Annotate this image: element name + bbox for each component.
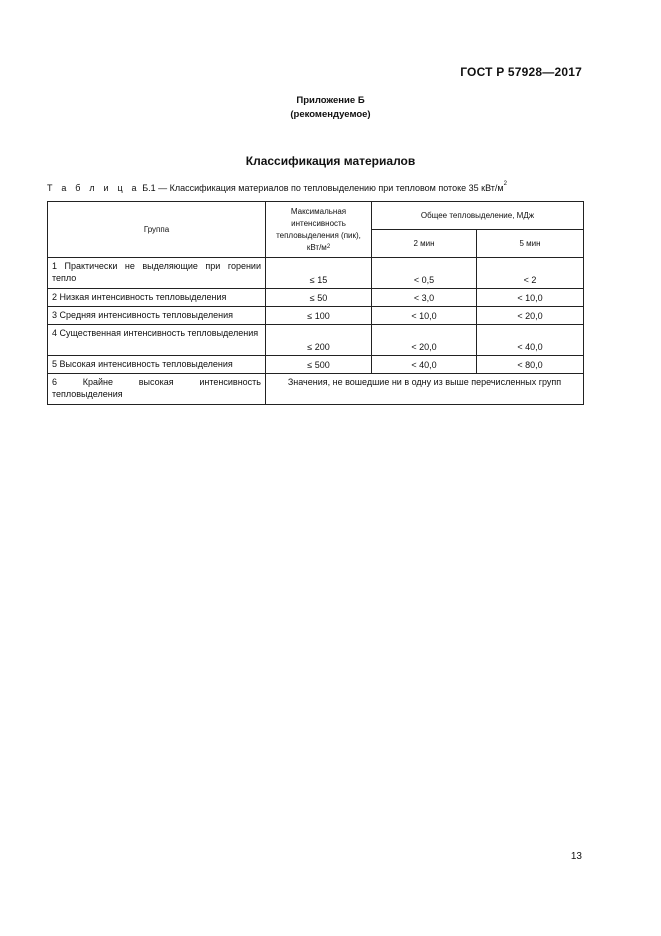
table-row: [48, 289, 584, 307]
table-caption: [47, 183, 507, 193]
row-peak: ≤ 200: [266, 325, 372, 356]
row-group: 2 Низкая интенсивность тепловыделения: [48, 289, 266, 307]
row-5min: < 2: [477, 258, 584, 289]
row-peak: ≤ 15: [266, 258, 372, 289]
page-number: 13: [570, 851, 582, 862]
row-peak: ≤ 100: [266, 307, 372, 325]
header-group: Группа: [48, 202, 266, 258]
row-group: 6 Крайне высокая интенсивность тепловыделения: [48, 374, 266, 405]
appendix-heading: [0, 94, 661, 122]
row-note: Значения, не вошедшие ни в одну из выше перечисленных групп: [266, 374, 584, 405]
table-row: [48, 258, 584, 289]
row-2min: < 10,0: [372, 307, 477, 325]
table-row: [48, 325, 584, 356]
header-5min: 5 мин: [477, 230, 584, 258]
header-peak-sup: 2: [326, 243, 331, 250]
row-peak: ≤ 50: [266, 289, 372, 307]
header-peak-label: Максимальная интенсивность тепловыделения (пик), кВт/м: [276, 206, 361, 252]
table-row: [48, 356, 584, 374]
row-group: 1 Практически не выделяющие при горении тепло: [48, 258, 266, 289]
table-header-row: [48, 202, 584, 230]
row-group: 3 Средняя интенсивность тепловыделения: [48, 307, 266, 325]
header-peak: [266, 202, 372, 258]
table-caption-label: Т а б л и ц а: [47, 183, 140, 193]
row-group: 4 Существенная интенсивность тепловыделения: [48, 325, 266, 356]
row-5min: < 20,0: [477, 307, 584, 325]
row-peak: ≤ 500: [266, 356, 372, 374]
row-5min: < 80,0: [477, 356, 584, 374]
row-2min: < 3,0: [372, 289, 477, 307]
header-total: Общее тепловыделение, МДж: [372, 202, 584, 230]
classification-table: [47, 201, 584, 405]
row-2min: < 40,0: [372, 356, 477, 374]
row-5min: < 40,0: [477, 325, 584, 356]
table-caption-text: Б.1 — Классификация материалов по тепловыделению при тепловом потоке 35 кВт/м: [142, 183, 504, 193]
table-row: [48, 307, 584, 325]
section-title: Классификация материалов: [245, 154, 416, 168]
row-2min: < 20,0: [372, 325, 477, 356]
appendix-title: Приложение Б: [296, 95, 365, 106]
row-2min: < 0,5: [372, 258, 477, 289]
row-group: 5 Высокая интенсивность тепловыделения: [48, 356, 266, 374]
appendix-subtitle: (рекомендуемое): [290, 109, 371, 120]
table-row: [48, 374, 584, 405]
table-caption-sup: 2: [503, 181, 507, 187]
standard-code: ГОСТ Р 57928—2017: [460, 65, 582, 79]
row-5min: < 10,0: [477, 289, 584, 307]
header-2min: 2 мин: [372, 230, 477, 258]
